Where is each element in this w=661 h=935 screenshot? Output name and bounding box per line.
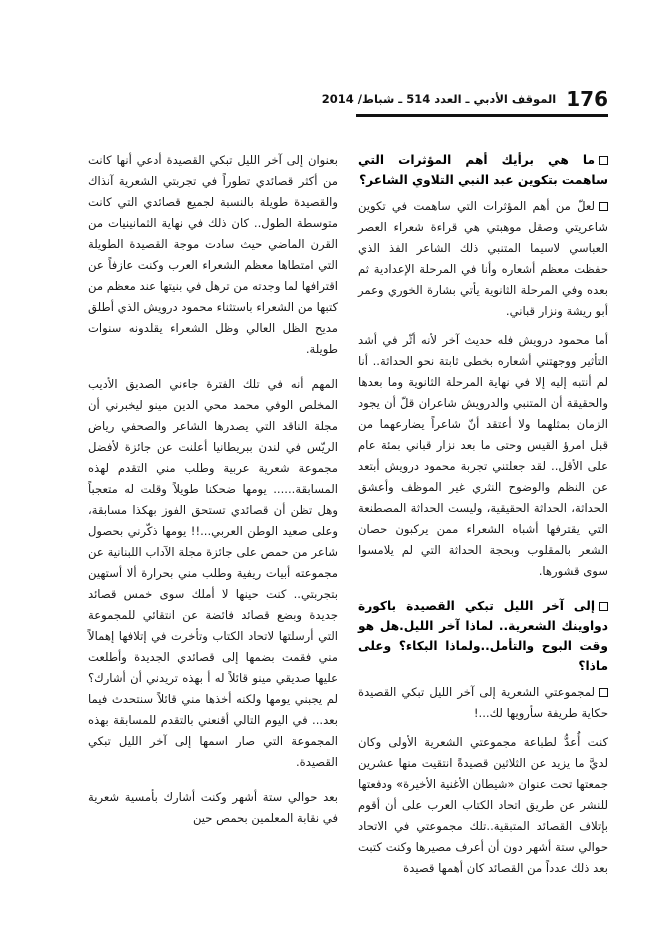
answer-text: لعلّ من أهم المؤثرات التي ساهمت في تكوين شاعريتي وصقل موهبتي هي قراءة شعراء العصر العباسي لاسيما المتنبي ذلك الشاعر الفذ الذي حفظت معظم أشعاره وأنا في المرحلة الإعدادية ثم بعده وفي المرحلة الثانوية يأتي بشارة الخوري وعمر أبو ريشة ونزار قباني. <box>358 199 608 318</box>
square-bullet-icon <box>599 602 608 611</box>
paragraph: بعد حوالي ستة أشهر وكنت أشارك بأمسية شعرية في نقابة المعلمين بحمص حين <box>88 790 338 825</box>
square-bullet-icon <box>599 156 608 165</box>
question-text: إلى آخر الليل تبكي القصيدة باكورة دواوينك الشعرية.. لماذا آخر الليل.هل هو وقت البوح والتأمل..ولماذا البكاء؟ وعلى ماذا؟ <box>358 599 608 673</box>
paragraph: المهم أنه في تلك الفترة جاءني الصديق الأديب المخلص الوفي محمد محي الدين مينو ليخبرني أن مجلة الناقد التي يصدرها الشاعر والصحفي رياض الريّس في لندن ببريطانيا أعلنت عن جائزة لأفضل مجموعة شعرية عربية وطلب مني التقدم لهذه المسابقة...... يومها ضحكنا طويلاً وقلت له متعجباً وهل تظن أن قصائدي تستحق الفوز بهكذا مسابقة، وعلى صعيد الوطن العربي...!! يومها ذكّرني بحصول شاعر من حمص على جائزة مجلة الآداب اللبنانية عن مجموعته أبيات ريفية وطلب مني بحرارة ألا أستهين بتجربتي.. كنت حينها لا أملك سوى خمس قصائد جديدة وبضع قصائد فائضة عن انتقائي للمجموعة التي أرسلتها لاتحاد الكتاب وتأخرت في إتلافها إهمالاً مني فقمت بضمها إلى قصائدي الجديدة وأطلعت عليها صديقي مينو قائلاً له أ بهذه تريدني أن أشارك؟ لم يجبني يومها ولكنه أخذها مني قائلاً سنتحدث فيما بعد... في اليوم التالي أقنعني بالتقدم للمسابقة بهذه المجموعة التي صار اسمها إلى آخر الليل تبكي القصيدة. <box>88 377 338 769</box>
left-column <box>88 150 338 837</box>
paragraph: كنت أُعدُّ لطباعة مجموعتي الشعرية الأولى وكان لديَّ ما يزيد عن الثلاثين قصيدةً انتقيت منها عشرين جمعتها تحت عنوان «شيطان الأغنية الأخيرة» ودفعتها للنشر عن طريق اتحاد الكتاب العرب على أن أقوم بإتلاف القصائد المتبقية..تلك مجموعتي في الاتحاد حوالي ستة أشهر دون أن أعرف مصيرها وكنت كتبت بعد ذلك عدداً من القصائد كان أهمها قصيدة <box>358 735 608 875</box>
paragraph: أما محمود درويش فله حديث آخر لأنه أثّر في أشد التأثير ووجهتني أشعاره بخطى ثابتة نحو الحداثة.. أنا لم أنتبه إليه إلا في نهاية المرحلة الثانوية وما بعدها والحقيقة أن المتنبي والدرويش شاعران قلّ أن يجود الزمان بمثلهما ولا أعتقد أنّ شاعراً يضارعهما من قبل امرؤ القيس وحتى ما بعد نزار قباني بمئة عام على الأقل.. لقد جعلتني تجربة محمود درويش أبتعد عن النظم والوضوح النثري غير الموظف وأعشق الحداثة، الحداثة الحقيقية، وليست الحداثة المصطنعة التي يقترفها أشباه الشعراء ممن يركبون حصان الشعر بالمقلوب وبحجة الحداثة التي لم يلامسوا سوى قشورها. <box>358 333 608 578</box>
paragraph: بعنوان إلى آخر الليل تبكي القصيدة أدعي أنها كانت من أكثر قصائدي تطوراً في تجربتي الشعرية آنذاك والقصيدة طويلة بالنسبة لجميع قصائدي التي كانت متوسطة الطول.. كان ذلك في نهاية الثمانينيات من القرن الماضي حيث سادت موجة القصيدة الطويلة التي امتطاها معظم الشعراء العرب وكنت عازفاً عن اقترافها لما وجدته من ترهل في بنيتها عند معظم من كتبها من الشعراء باستثناء محمود درويش الذي أطلق مديح الظل العالي وظل الشعراء يقلدونه سنوات طويلة. <box>88 153 338 356</box>
question-heading <box>358 150 608 190</box>
question-text: ما هي برأيك أهم المؤثرات التي ساهمت بتكوين عبد النبي التلاوي الشاعر؟ <box>358 153 608 187</box>
running-title: الموقف الأدبي ـ العدد 514 ـ شباط/ 2014 <box>321 92 557 106</box>
page-header <box>321 82 608 116</box>
question-heading <box>358 596 608 676</box>
answer-paragraph <box>358 682 608 724</box>
square-bullet-icon <box>599 202 608 211</box>
square-bullet-icon <box>599 688 608 697</box>
right-column <box>358 150 608 887</box>
answer-paragraph <box>358 196 608 322</box>
header-rule <box>356 114 608 117</box>
answer-text: لمجموعتي الشعرية إلى آخر الليل تبكي القصيدة حكاية طريفة سأرويها لك...! <box>358 685 608 720</box>
page-number: 176 <box>566 87 608 111</box>
